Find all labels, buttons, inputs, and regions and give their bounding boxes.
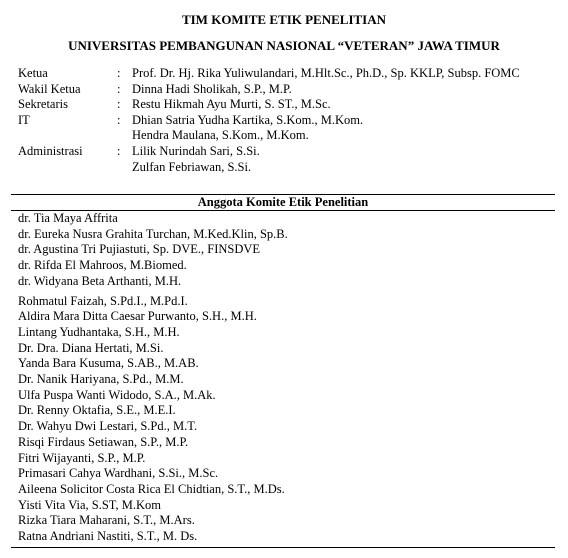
list-item: Yanda Bara Kusuma, S.AB., M.AB. (18, 356, 199, 371)
role-label: Sekretaris (18, 97, 68, 112)
list-item: dr. Widyana Beta Arthanti, M.H. (18, 273, 182, 288)
members-section (11, 194, 555, 548)
role-colon: : (117, 97, 121, 112)
university-name: UNIVERSITAS PEMBANGUNAN NASIONAL “VETERAN” JAWA TIMUR (68, 38, 500, 53)
list-item: dr. Rifda El Mahroos, M.Biomed. (18, 258, 187, 273)
list-item: Ratna Andriani Nastiti, S.T., M. Ds. (18, 529, 198, 544)
role-label: IT (18, 112, 30, 127)
role-colon: : (117, 112, 121, 127)
list-item: dr. Agustina Tri Pujiastuti, Sp. DVE., FINSDVE (18, 242, 261, 257)
role-names (132, 66, 558, 82)
list-item: Dr. Renny Oktafia, S.E., M.E.I. (18, 403, 176, 418)
committee-roles (18, 66, 558, 175)
list-item: Dr. Nanik Hariyana, S.Pd., M.M. (18, 372, 184, 387)
list-item: Lintang Yudhantaka, S.H., M.H. (18, 324, 180, 339)
role-person: Dinna Hadi Sholikah, S.P., M.P. (132, 81, 292, 96)
role-sekretaris (18, 97, 558, 113)
list-item: Rohmatul Faizah, S.Pd.I., M.Pd.I. (18, 293, 188, 308)
role-names (132, 144, 558, 175)
role-colon: : (117, 81, 121, 96)
list-item: Fitri Wijayanti, S.P., M.P. (18, 450, 146, 465)
role-names (132, 82, 558, 98)
list-item: dr. Tia Maya Affrita (18, 211, 118, 225)
list-item: dr. Eureka Nusra Grahita Turchan, M.Ked.Klin, Sp.B. (18, 226, 288, 241)
list-item: Yisti Vita Via, S.ST, M.Kom (18, 497, 161, 512)
role-person: Restu Hikmah Ayu Murti, S. ST., M.Sc. (132, 97, 331, 112)
member-list (11, 211, 555, 547)
list-item: Risqi Firdaus Setiawan, S.P., M.P. (18, 434, 189, 449)
role-person: Dhian Satria Yudha Kartika, S.Kom., M.Kom. (132, 112, 364, 127)
role-it (18, 113, 558, 144)
role-ketua (18, 66, 558, 82)
role-administrasi (18, 144, 558, 175)
list-item: Primasari Cahya Wardhani, S.Si., M.Sc. (18, 466, 219, 481)
document-title: TIM KOMITE ETIK PENELITIAN (181, 12, 387, 27)
list-item: Aileena Solicitor Costa Rica El Chidtian, S.T., M.Ds. (18, 481, 285, 496)
role-person: Prof. Dr. Hj. Rika Yuliwulandari, M.Hlt.Sc., Ph.D., Sp. KKLP, Subsp. FOMC (132, 66, 520, 80)
role-person: Zulfan Febriawan, S.Si. (132, 159, 252, 174)
role-label: Administrasi (18, 143, 83, 158)
role-colon: : (117, 66, 121, 80)
list-item: Rizka Tiara Maharani, S.T., M.Ars. (18, 513, 195, 528)
role-label: Ketua (18, 66, 48, 80)
role-person: Lilik Nurindah Sari, S.Si. (132, 143, 260, 158)
role-colon: : (117, 143, 121, 158)
role-person: Hendra Maulana, S.Kom., M.Kom. (132, 128, 309, 143)
list-item: Dr. Wahyu Dwi Lestari, S.Pd., M.T. (18, 419, 198, 434)
list-item: Aldira Mara Ditta Caesar Purwanto, S.H., M.H. (18, 309, 257, 324)
role-names (132, 113, 558, 144)
list-item: Dr. Dra. Diana Hertati, M.Si. (18, 340, 164, 355)
role-label: Wakil Ketua (18, 81, 81, 96)
list-item: Ulfa Puspa Wanti Widodo, S.A., M.Ak. (18, 387, 216, 402)
role-wakil-ketua (18, 82, 558, 98)
members-heading: Anggota Komite Etik Penelitian (11, 195, 555, 211)
role-names (132, 97, 558, 113)
